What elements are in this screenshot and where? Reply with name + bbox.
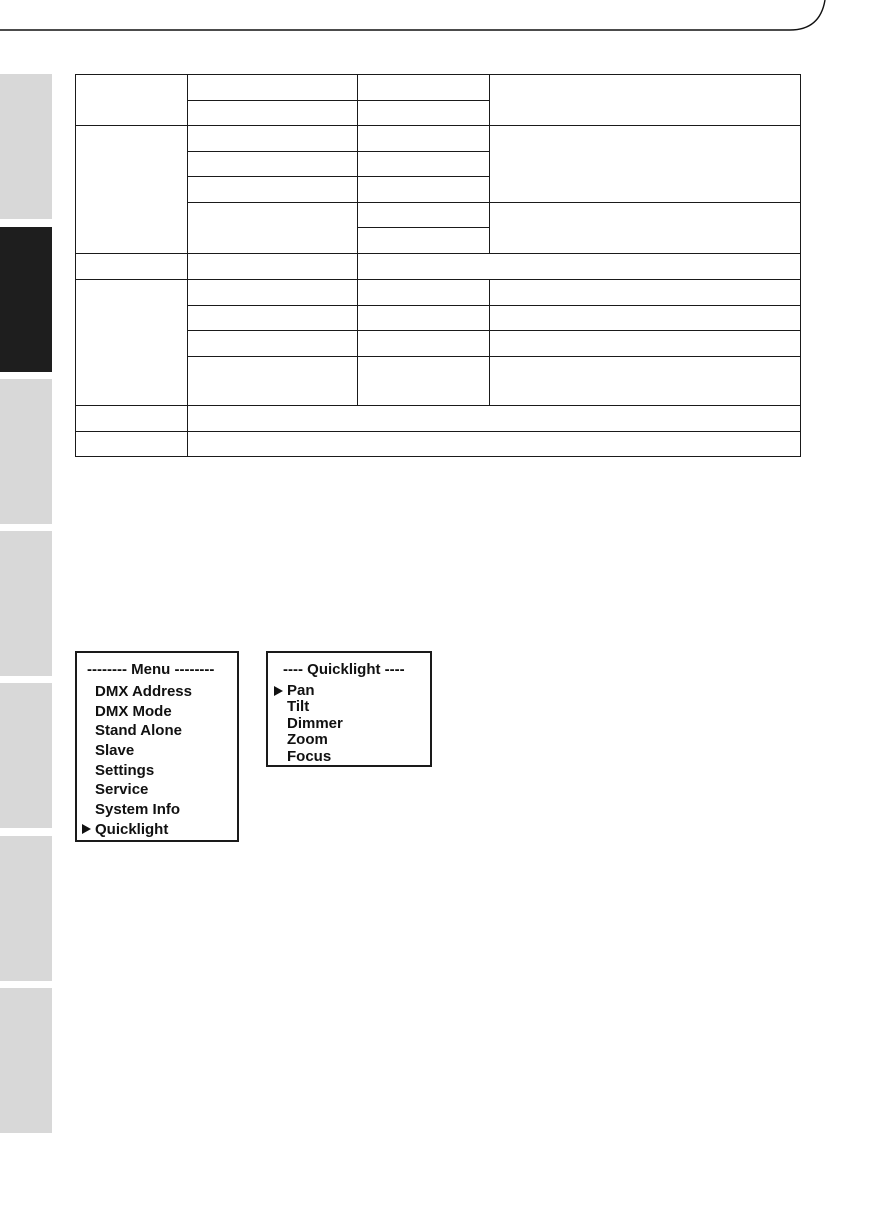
cursor-arrow-icon [82, 824, 91, 834]
table-cell [490, 203, 801, 254]
quicklight-item-dimmer[interactable] [287, 716, 343, 732]
table-row [76, 126, 801, 152]
table-cell [490, 305, 801, 330]
table-cell [188, 152, 358, 177]
side-tab-6 [0, 836, 52, 981]
table-cell [358, 75, 490, 101]
table-cell [490, 279, 801, 305]
quicklight-item-label: Pan [287, 682, 315, 699]
menu-item-label: Settings [95, 761, 155, 779]
table-cell [76, 126, 188, 254]
main-menu-list [95, 682, 192, 840]
menu-item-label: DMX Address [95, 683, 192, 700]
quicklight-item-pan[interactable] [287, 683, 343, 699]
table-cell [358, 228, 490, 254]
table-cell [76, 405, 188, 431]
menu-item-label: DMX Mode [95, 702, 172, 720]
table-cell [188, 330, 358, 356]
table-row [76, 279, 801, 305]
table-cell [188, 405, 801, 431]
main-menu-title: -------- Menu -------- [87, 661, 215, 678]
menu-item-label: Quicklight [95, 820, 169, 838]
table-cell [76, 431, 188, 456]
table-cell [358, 152, 490, 177]
menu-item-dmx-mode[interactable] [95, 702, 192, 722]
side-tab-5 [0, 683, 52, 828]
table-cell [76, 75, 188, 126]
table-cell [490, 356, 801, 405]
table-cell [188, 75, 358, 101]
quicklight-item-tilt[interactable] [287, 699, 343, 715]
table-row [76, 405, 801, 431]
menu-item-quicklight[interactable] [95, 820, 192, 840]
table-cell [358, 279, 490, 305]
table-cell [358, 356, 490, 405]
table-cell [188, 305, 358, 330]
quicklight-item-label: Zoom [287, 731, 328, 749]
table-cell [76, 279, 188, 405]
menu-item-settings[interactable] [95, 761, 192, 781]
table-row [76, 75, 801, 101]
table-cell [358, 305, 490, 330]
quicklight-item-label: Focus [287, 747, 332, 765]
menu-item-label: System Info [95, 801, 181, 819]
table-row [76, 431, 801, 456]
side-tab-1 [0, 74, 52, 219]
menu-item-system-info[interactable] [95, 800, 192, 820]
quicklight-item-zoom[interactable] [287, 732, 343, 748]
side-tab-4 [0, 531, 52, 676]
quicklight-item-label: Dimmer [287, 714, 343, 732]
menu-item-label: Slave [95, 742, 135, 760]
table-row [76, 254, 801, 279]
table-cell [358, 254, 801, 279]
table-cell [188, 254, 358, 279]
quicklight-item-focus[interactable] [287, 749, 343, 765]
table-cell [490, 126, 801, 203]
menu-item-slave[interactable] [95, 741, 192, 761]
menu-item-stand-alone[interactable] [95, 721, 192, 741]
menu-item-label: Stand Alone [95, 722, 182, 740]
table-cell [358, 126, 490, 152]
side-tab-2-active [0, 227, 52, 372]
main-menu-display [75, 651, 239, 842]
quicklight-menu-list [287, 683, 343, 765]
quicklight-menu-display [266, 651, 432, 767]
page-corner-curve [0, 0, 873, 40]
table-cell [490, 330, 801, 356]
table-cell [358, 101, 490, 126]
table-cell [76, 254, 188, 279]
menu-item-label: Service [95, 781, 149, 799]
side-tab-3 [0, 379, 52, 524]
spec-table [75, 74, 801, 457]
table-cell [188, 126, 358, 152]
table-cell [188, 203, 358, 254]
table-cell [188, 356, 358, 405]
table-cell [188, 177, 358, 203]
menu-item-service[interactable] [95, 780, 192, 800]
table-cell [358, 177, 490, 203]
table-cell [188, 279, 358, 305]
cursor-arrow-icon [274, 686, 283, 696]
table-cell [188, 101, 358, 126]
menu-item-dmx-address[interactable] [95, 682, 192, 702]
table-cell [358, 330, 490, 356]
quicklight-menu-title: ---- Quicklight ---- [283, 661, 405, 678]
side-tab-7 [0, 988, 52, 1133]
table-cell [188, 431, 801, 456]
table-cell [490, 75, 801, 126]
quicklight-item-label: Tilt [287, 698, 310, 716]
table-cell [358, 203, 490, 228]
